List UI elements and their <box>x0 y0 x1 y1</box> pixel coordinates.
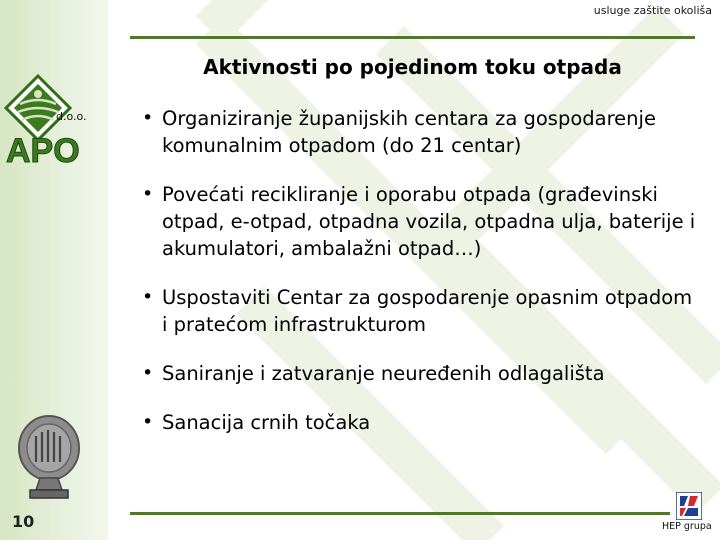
footer-divider <box>130 512 670 515</box>
apo-diamond-icon <box>6 76 70 140</box>
slide-title: Aktivnosti po pojedinom toku otpada <box>203 55 622 79</box>
bronze-medal-icon <box>14 412 84 502</box>
apo-logo <box>4 74 104 166</box>
page-number: 10 <box>12 512 35 531</box>
logo-suffix: d.o.o. <box>56 110 87 123</box>
logo-wordmark: APO <box>6 132 80 166</box>
header-divider <box>130 36 695 39</box>
bullet-list <box>140 105 700 458</box>
hep-logo-icon <box>676 492 702 520</box>
bullet-item: • Sanacija crnih točaka <box>140 409 700 436</box>
bullet-item: • Povećati recikliranje i oporabu otpada (građevinski otpad, e-otpad, otpadna vozila, otpadna ulja, baterije i akumulatori, ambalažni otpad…) <box>140 181 700 262</box>
bullet-item: • Saniranje i zatvaranje neuređenih odlagališta <box>140 360 700 387</box>
bullet-item: • Uspostaviti Centar za gospodarenje opasnim otpadom i pratećom infrastrukturom <box>140 284 700 338</box>
header-tagline: usluge zaštite okoliša <box>593 4 712 17</box>
hep-group-label: HEP grupa <box>662 521 712 532</box>
bullet-item: • Organiziranje županijskih centara za gospodarenje komunalnim otpadom (do 21 centar) <box>140 105 700 159</box>
